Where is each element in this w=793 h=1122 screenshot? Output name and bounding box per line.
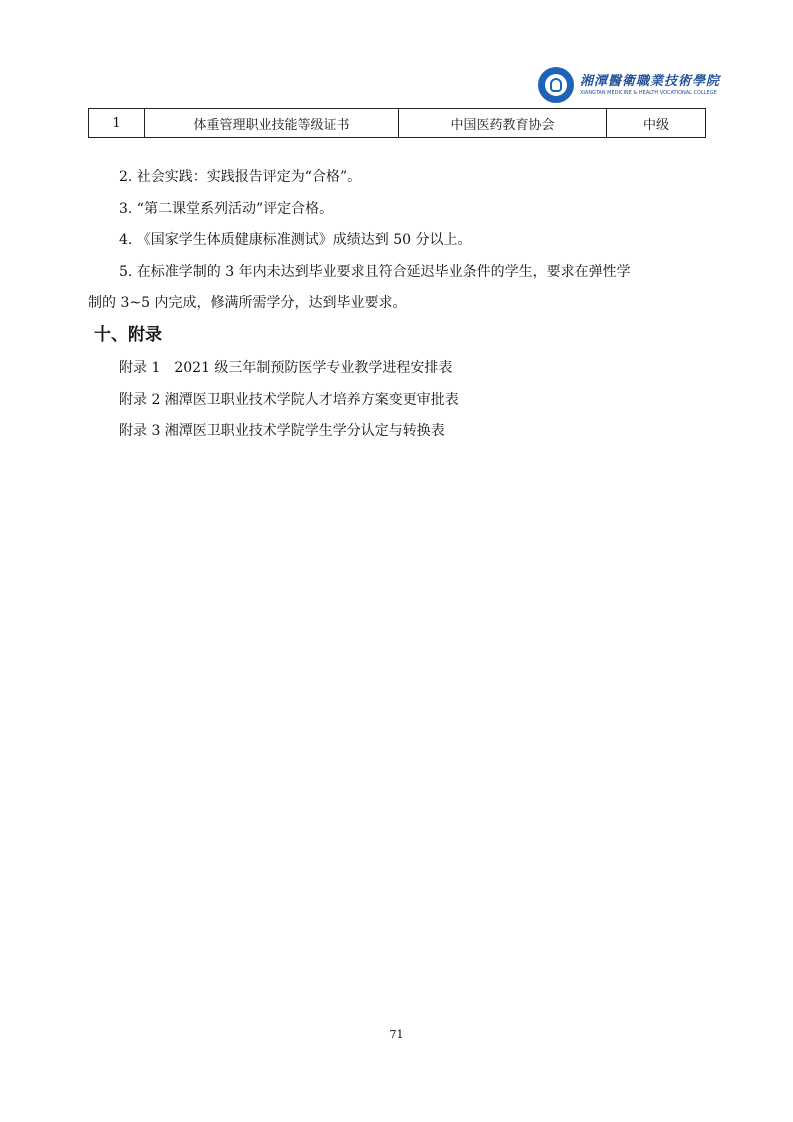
paragraph: 5. 在标准学制的 3 年内未达到毕业要求且符合延迟毕业条件的学生，要求在弹性学 <box>119 264 631 280</box>
page-number: 71 <box>389 1028 404 1041</box>
paragraph: 3. “第二课堂系列活动”评定合格。 <box>119 201 334 217</box>
paragraph: 4. 《国家学生体质健康标准测试》成绩达到 50 分以上。 <box>119 232 472 248</box>
logo-subtitle: XIANGTAN MEDICINE & HEALTH VOCATIONAL COLLEGE <box>580 90 717 96</box>
paragraph: 制的 3~5 内完成，修满所需学分，达到毕业要求。 <box>88 295 407 311</box>
appendix-item: 附录 3 湘潭医卫职业技术学院学生学分认定与转换表 <box>119 423 445 439</box>
table-cell: 中国医药教育协会 <box>399 109 607 138</box>
section-heading: 十、附录 <box>94 325 162 345</box>
certificate-table <box>88 108 706 138</box>
table-cell: 体重管理职业技能等级证书 <box>145 109 399 138</box>
appendix-item: 附录 2 湘潭医卫职业技术学院人才培养方案变更审批表 <box>119 392 459 408</box>
college-seal-icon <box>538 67 574 103</box>
table-cell: 1 <box>89 109 145 138</box>
table-cell: 中级 <box>607 109 706 138</box>
logo-name: 湘潭醫衛職業技術學院 <box>580 74 721 89</box>
college-logo <box>538 66 721 106</box>
table-row <box>89 109 706 138</box>
appendix-item: 附录 1 2021 级三年制预防医学专业教学进程安排表 <box>119 360 453 376</box>
paragraph: 2. 社会实践：实践报告评定为“合格”。 <box>119 169 362 185</box>
